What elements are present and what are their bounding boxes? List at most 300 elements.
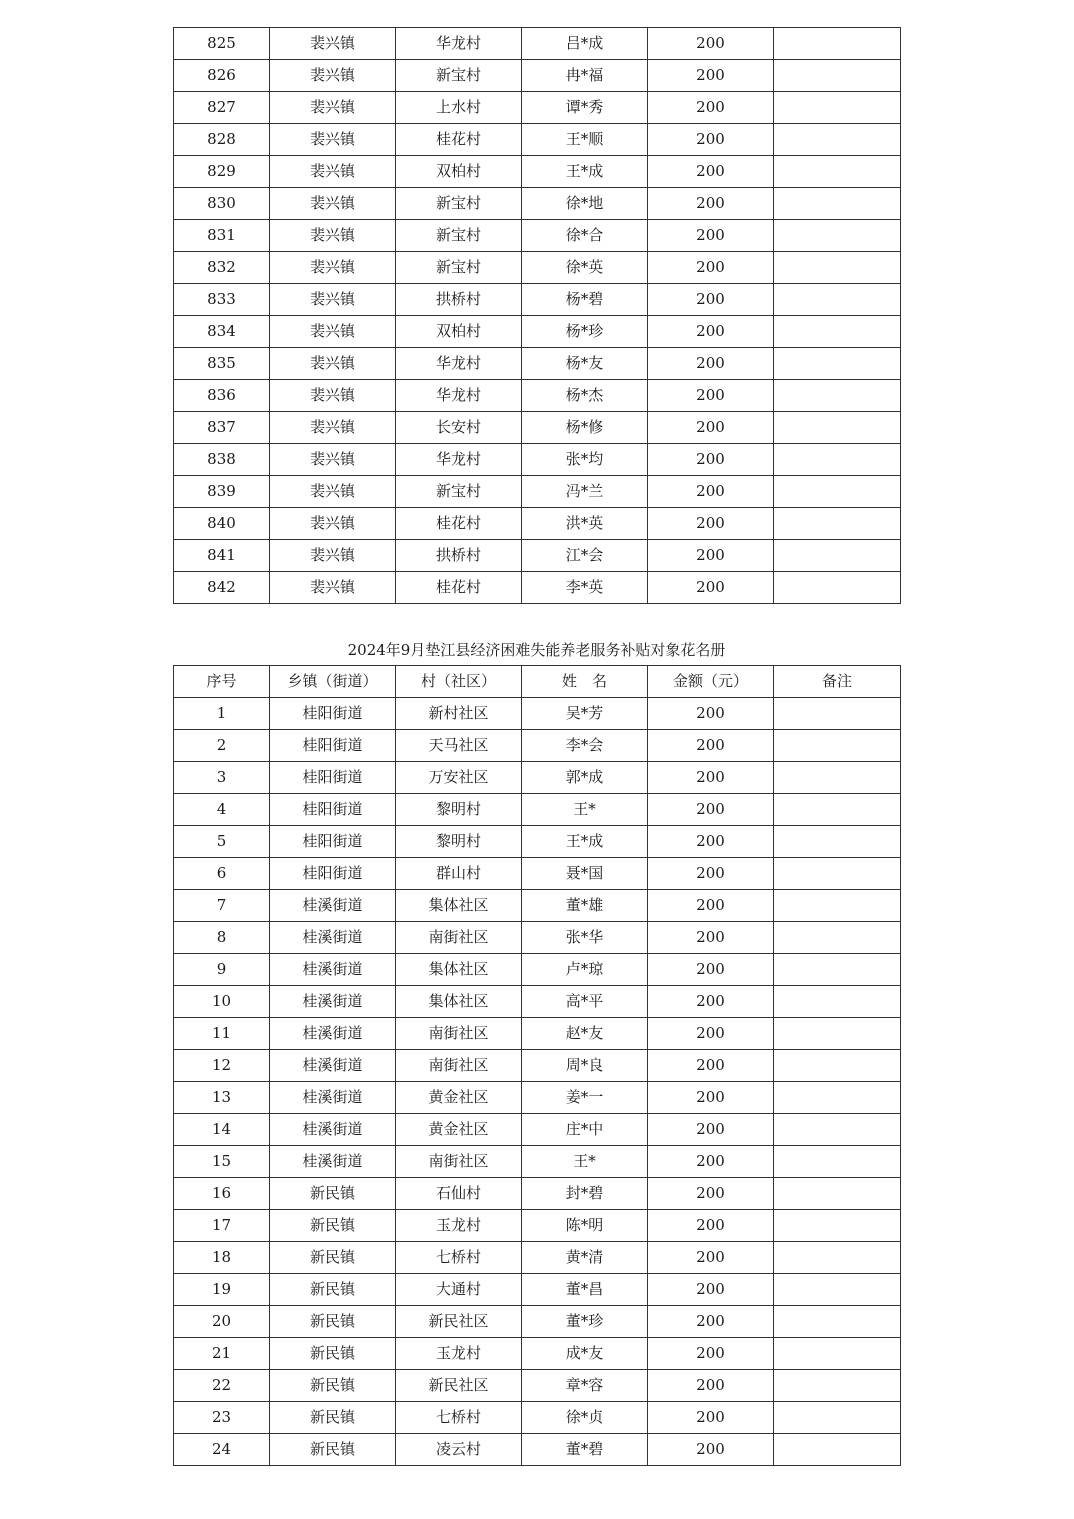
cell-town: 新民镇 [270, 1178, 396, 1210]
table-row [174, 1082, 901, 1114]
cell-village: 南街社区 [396, 1146, 522, 1178]
cell-amount: 200 [648, 252, 774, 284]
cell-remark [774, 188, 901, 220]
cell-town: 新民镇 [270, 1306, 396, 1338]
cell-remark [774, 316, 901, 348]
cell-village: 群山村 [396, 858, 522, 890]
table-row [174, 794, 901, 826]
cell-town: 新民镇 [270, 1434, 396, 1466]
cell-town: 桂溪街道 [270, 1146, 396, 1178]
cell-no: 842 [174, 572, 270, 604]
table-row [174, 1370, 901, 1402]
cell-name: 吴*芳 [522, 698, 648, 730]
cell-amount: 200 [648, 698, 774, 730]
table-row [174, 954, 901, 986]
cell-village: 拱桥村 [396, 284, 522, 316]
cell-name: 王* [522, 794, 648, 826]
header-name: 姓 名 [522, 666, 648, 698]
table-row [174, 1050, 901, 1082]
cell-amount: 200 [648, 1050, 774, 1082]
cell-no: 7 [174, 890, 270, 922]
cell-amount: 200 [648, 954, 774, 986]
cell-remark [774, 1114, 901, 1146]
cell-town: 裴兴镇 [270, 476, 396, 508]
cell-remark [774, 124, 901, 156]
cell-remark [774, 508, 901, 540]
cell-name: 封*碧 [522, 1178, 648, 1210]
cell-village: 黎明村 [396, 794, 522, 826]
cell-town: 裴兴镇 [270, 220, 396, 252]
cell-village: 上水村 [396, 92, 522, 124]
continued-roster-body [174, 28, 901, 604]
cell-town: 新民镇 [270, 1242, 396, 1274]
cell-no: 12 [174, 1050, 270, 1082]
cell-name: 王* [522, 1146, 648, 1178]
cell-amount: 200 [648, 1178, 774, 1210]
cell-remark [774, 1210, 901, 1242]
cell-remark [774, 60, 901, 92]
cell-remark [774, 412, 901, 444]
cell-name: 陈*明 [522, 1210, 648, 1242]
table-row [174, 252, 901, 284]
cell-town: 新民镇 [270, 1370, 396, 1402]
cell-village: 南街社区 [396, 1018, 522, 1050]
cell-remark [774, 540, 901, 572]
cell-remark [774, 348, 901, 380]
cell-village: 七桥村 [396, 1402, 522, 1434]
cell-village: 黎明村 [396, 826, 522, 858]
table-row [174, 1146, 901, 1178]
cell-amount: 200 [648, 1146, 774, 1178]
cell-name: 谭*秀 [522, 92, 648, 124]
cell-name: 赵*友 [522, 1018, 648, 1050]
cell-town: 桂阳街道 [270, 730, 396, 762]
cell-village: 双柏村 [396, 316, 522, 348]
cell-town: 新民镇 [270, 1210, 396, 1242]
cell-name: 徐*合 [522, 220, 648, 252]
cell-amount: 200 [648, 572, 774, 604]
cell-amount: 200 [648, 1338, 774, 1370]
cell-amount: 200 [648, 890, 774, 922]
cell-village: 玉龙村 [396, 1338, 522, 1370]
cell-amount: 200 [648, 1018, 774, 1050]
table-row [174, 1242, 901, 1274]
cell-name: 成*友 [522, 1338, 648, 1370]
cell-amount: 200 [648, 1242, 774, 1274]
cell-amount: 200 [648, 794, 774, 826]
table-row [174, 540, 901, 572]
cell-remark [774, 698, 901, 730]
roster-header-row [174, 666, 901, 698]
table-row [174, 762, 901, 794]
cell-no: 15 [174, 1146, 270, 1178]
cell-name: 董*珍 [522, 1306, 648, 1338]
cell-no: 830 [174, 188, 270, 220]
cell-town: 裴兴镇 [270, 252, 396, 284]
cell-remark [774, 1146, 901, 1178]
cell-name: 郭*成 [522, 762, 648, 794]
continued-roster-table [173, 27, 901, 604]
cell-name: 姜*一 [522, 1082, 648, 1114]
cell-village: 新宝村 [396, 188, 522, 220]
cell-town: 裴兴镇 [270, 316, 396, 348]
cell-name: 李*会 [522, 730, 648, 762]
cell-village: 大通村 [396, 1274, 522, 1306]
cell-name: 杨*友 [522, 348, 648, 380]
cell-amount: 200 [648, 220, 774, 252]
cell-town: 新民镇 [270, 1338, 396, 1370]
table-row [174, 92, 901, 124]
table-row [174, 60, 901, 92]
table-row [174, 348, 901, 380]
cell-village: 凌云村 [396, 1434, 522, 1466]
cell-amount: 200 [648, 858, 774, 890]
cell-village: 新民社区 [396, 1370, 522, 1402]
cell-amount: 200 [648, 380, 774, 412]
cell-name: 黄*清 [522, 1242, 648, 1274]
cell-no: 829 [174, 156, 270, 188]
cell-no: 6 [174, 858, 270, 890]
cell-amount: 200 [648, 444, 774, 476]
cell-no: 835 [174, 348, 270, 380]
cell-remark [774, 922, 901, 954]
cell-no: 23 [174, 1402, 270, 1434]
cell-village: 拱桥村 [396, 540, 522, 572]
cell-amount: 200 [648, 124, 774, 156]
cell-village: 集体社区 [396, 986, 522, 1018]
cell-remark [774, 986, 901, 1018]
cell-name: 王*顺 [522, 124, 648, 156]
cell-name: 张*均 [522, 444, 648, 476]
cell-village: 石仙村 [396, 1178, 522, 1210]
cell-amount: 200 [648, 508, 774, 540]
cell-name: 吕*成 [522, 28, 648, 60]
cell-remark [774, 954, 901, 986]
cell-amount: 200 [648, 1370, 774, 1402]
table-row [174, 1018, 901, 1050]
cell-amount: 200 [648, 1082, 774, 1114]
cell-village: 华龙村 [396, 28, 522, 60]
cell-amount: 200 [648, 826, 774, 858]
table-row [174, 28, 901, 60]
cell-remark [774, 380, 901, 412]
cell-name: 李*英 [522, 572, 648, 604]
table-row [174, 220, 901, 252]
cell-village: 万安社区 [396, 762, 522, 794]
table-row [174, 730, 901, 762]
cell-remark [774, 1082, 901, 1114]
cell-name: 高*平 [522, 986, 648, 1018]
cell-no: 20 [174, 1306, 270, 1338]
cell-amount: 200 [648, 284, 774, 316]
table-row [174, 1338, 901, 1370]
cell-village: 南街社区 [396, 1050, 522, 1082]
cell-no: 9 [174, 954, 270, 986]
cell-amount: 200 [648, 1274, 774, 1306]
cell-village: 桂花村 [396, 124, 522, 156]
cell-remark [774, 858, 901, 890]
cell-no: 5 [174, 826, 270, 858]
cell-amount: 200 [648, 412, 774, 444]
cell-town: 桂阳街道 [270, 762, 396, 794]
cell-village: 桂花村 [396, 572, 522, 604]
cell-town: 桂溪街道 [270, 922, 396, 954]
table-row [174, 698, 901, 730]
cell-no: 828 [174, 124, 270, 156]
cell-remark [774, 1434, 901, 1466]
cell-no: 838 [174, 444, 270, 476]
header-remark: 备注 [774, 666, 901, 698]
cell-name: 江*会 [522, 540, 648, 572]
cell-no: 21 [174, 1338, 270, 1370]
cell-remark [774, 762, 901, 794]
cell-no: 834 [174, 316, 270, 348]
cell-remark [774, 92, 901, 124]
cell-town: 桂溪街道 [270, 1114, 396, 1146]
cell-no: 827 [174, 92, 270, 124]
cell-amount: 200 [648, 1402, 774, 1434]
cell-remark [774, 1338, 901, 1370]
cell-town: 裴兴镇 [270, 444, 396, 476]
table-row [174, 826, 901, 858]
cell-no: 840 [174, 508, 270, 540]
cell-village: 桂花村 [396, 508, 522, 540]
cell-no: 841 [174, 540, 270, 572]
table-row [174, 284, 901, 316]
cell-name: 杨*珍 [522, 316, 648, 348]
cell-no: 19 [174, 1274, 270, 1306]
cell-town: 裴兴镇 [270, 508, 396, 540]
cell-town: 裴兴镇 [270, 412, 396, 444]
cell-village: 华龙村 [396, 444, 522, 476]
cell-no: 832 [174, 252, 270, 284]
header-village: 村（社区） [396, 666, 522, 698]
cell-name: 徐*贞 [522, 1402, 648, 1434]
cell-village: 玉龙村 [396, 1210, 522, 1242]
cell-town: 桂溪街道 [270, 1050, 396, 1082]
cell-village: 集体社区 [396, 954, 522, 986]
cell-name: 徐*地 [522, 188, 648, 220]
cell-name: 杨*杰 [522, 380, 648, 412]
cell-remark [774, 444, 901, 476]
cell-town: 裴兴镇 [270, 188, 396, 220]
cell-name: 王*成 [522, 156, 648, 188]
cell-amount: 200 [648, 540, 774, 572]
roster-body [174, 698, 901, 1466]
cell-remark [774, 1370, 901, 1402]
cell-village: 新宝村 [396, 220, 522, 252]
cell-amount: 200 [648, 476, 774, 508]
table-row [174, 508, 901, 540]
table-row [174, 1210, 901, 1242]
table-row [174, 572, 901, 604]
cell-name: 周*良 [522, 1050, 648, 1082]
cell-name: 董*碧 [522, 1434, 648, 1466]
cell-amount: 200 [648, 156, 774, 188]
cell-no: 831 [174, 220, 270, 252]
cell-town: 桂阳街道 [270, 698, 396, 730]
cell-town: 裴兴镇 [270, 284, 396, 316]
cell-village: 新宝村 [396, 476, 522, 508]
cell-no: 14 [174, 1114, 270, 1146]
cell-name: 庄*中 [522, 1114, 648, 1146]
cell-remark [774, 572, 901, 604]
table-row [174, 1434, 901, 1466]
cell-no: 8 [174, 922, 270, 954]
roster-table [173, 665, 901, 1466]
cell-village: 黄金社区 [396, 1114, 522, 1146]
cell-remark [774, 826, 901, 858]
cell-amount: 200 [648, 28, 774, 60]
table-row [174, 1178, 901, 1210]
table-row [174, 476, 901, 508]
cell-town: 裴兴镇 [270, 348, 396, 380]
cell-town: 裴兴镇 [270, 60, 396, 92]
cell-no: 836 [174, 380, 270, 412]
cell-town: 新民镇 [270, 1402, 396, 1434]
cell-town: 桂阳街道 [270, 794, 396, 826]
cell-no: 2 [174, 730, 270, 762]
cell-name: 张*华 [522, 922, 648, 954]
cell-amount: 200 [648, 348, 774, 380]
cell-amount: 200 [648, 986, 774, 1018]
cell-remark [774, 220, 901, 252]
cell-village: 双柏村 [396, 156, 522, 188]
cell-village: 长安村 [396, 412, 522, 444]
cell-name: 洪*英 [522, 508, 648, 540]
cell-no: 4 [174, 794, 270, 826]
cell-amount: 200 [648, 60, 774, 92]
cell-name: 董*昌 [522, 1274, 648, 1306]
cell-amount: 200 [648, 730, 774, 762]
cell-town: 裴兴镇 [270, 540, 396, 572]
cell-town: 桂阳街道 [270, 858, 396, 890]
cell-amount: 200 [648, 188, 774, 220]
cell-village: 新宝村 [396, 60, 522, 92]
cell-name: 冉*福 [522, 60, 648, 92]
cell-village: 华龙村 [396, 348, 522, 380]
cell-no: 17 [174, 1210, 270, 1242]
cell-no: 16 [174, 1178, 270, 1210]
table-row [174, 986, 901, 1018]
cell-town: 桂溪街道 [270, 1082, 396, 1114]
cell-name: 冯*兰 [522, 476, 648, 508]
cell-no: 826 [174, 60, 270, 92]
cell-town: 桂溪街道 [270, 986, 396, 1018]
cell-amount: 200 [648, 762, 774, 794]
cell-amount: 200 [648, 92, 774, 124]
cell-remark [774, 28, 901, 60]
cell-village: 南街社区 [396, 922, 522, 954]
cell-town: 裴兴镇 [270, 92, 396, 124]
cell-village: 黄金社区 [396, 1082, 522, 1114]
cell-remark [774, 252, 901, 284]
cell-name: 杨*碧 [522, 284, 648, 316]
cell-name: 卢*琼 [522, 954, 648, 986]
cell-name: 董*雄 [522, 890, 648, 922]
cell-remark [774, 1306, 901, 1338]
cell-remark [774, 794, 901, 826]
cell-amount: 200 [648, 1306, 774, 1338]
table-row [174, 124, 901, 156]
cell-town: 桂溪街道 [270, 954, 396, 986]
cell-no: 825 [174, 28, 270, 60]
cell-amount: 200 [648, 1114, 774, 1146]
cell-name: 章*容 [522, 1370, 648, 1402]
cell-no: 833 [174, 284, 270, 316]
cell-name: 徐*英 [522, 252, 648, 284]
header-amount: 金额（元） [648, 666, 774, 698]
cell-remark [774, 1242, 901, 1274]
table-row [174, 922, 901, 954]
cell-no: 3 [174, 762, 270, 794]
cell-no: 839 [174, 476, 270, 508]
cell-remark [774, 1402, 901, 1434]
table-row [174, 316, 901, 348]
table-row [174, 1274, 901, 1306]
cell-remark [774, 730, 901, 762]
cell-village: 新民社区 [396, 1306, 522, 1338]
cell-remark [774, 890, 901, 922]
cell-town: 裴兴镇 [270, 572, 396, 604]
cell-amount: 200 [648, 1210, 774, 1242]
cell-remark [774, 156, 901, 188]
table-row [174, 412, 901, 444]
cell-town: 裴兴镇 [270, 124, 396, 156]
cell-town: 裴兴镇 [270, 28, 396, 60]
cell-town: 裴兴镇 [270, 156, 396, 188]
cell-amount: 200 [648, 922, 774, 954]
cell-village: 集体社区 [396, 890, 522, 922]
table-row [174, 890, 901, 922]
table-row [174, 858, 901, 890]
table-row [174, 1402, 901, 1434]
cell-no: 1 [174, 698, 270, 730]
table-row [174, 1306, 901, 1338]
cell-no: 18 [174, 1242, 270, 1274]
cell-remark [774, 1274, 901, 1306]
header-town: 乡镇（街道） [270, 666, 396, 698]
cell-no: 837 [174, 412, 270, 444]
cell-town: 桂阳街道 [270, 826, 396, 858]
cell-remark [774, 284, 901, 316]
header-no: 序号 [174, 666, 270, 698]
table-row [174, 380, 901, 412]
cell-remark [774, 1050, 901, 1082]
cell-name: 王*成 [522, 826, 648, 858]
cell-no: 10 [174, 986, 270, 1018]
cell-amount: 200 [648, 316, 774, 348]
cell-village: 七桥村 [396, 1242, 522, 1274]
table-row [174, 444, 901, 476]
cell-no: 11 [174, 1018, 270, 1050]
cell-no: 13 [174, 1082, 270, 1114]
cell-remark [774, 1178, 901, 1210]
cell-village: 华龙村 [396, 380, 522, 412]
cell-village: 天马社区 [396, 730, 522, 762]
cell-town: 桂溪街道 [270, 890, 396, 922]
roster-title: 2024年9月垫江县经济困难失能养老服务补贴对象花名册 [347, 641, 726, 659]
cell-town: 裴兴镇 [270, 380, 396, 412]
cell-no: 24 [174, 1434, 270, 1466]
table-row [174, 1114, 901, 1146]
cell-remark [774, 1018, 901, 1050]
table-row [174, 188, 901, 220]
cell-village: 新宝村 [396, 252, 522, 284]
cell-town: 桂溪街道 [270, 1018, 396, 1050]
cell-town: 新民镇 [270, 1274, 396, 1306]
table-row [174, 156, 901, 188]
